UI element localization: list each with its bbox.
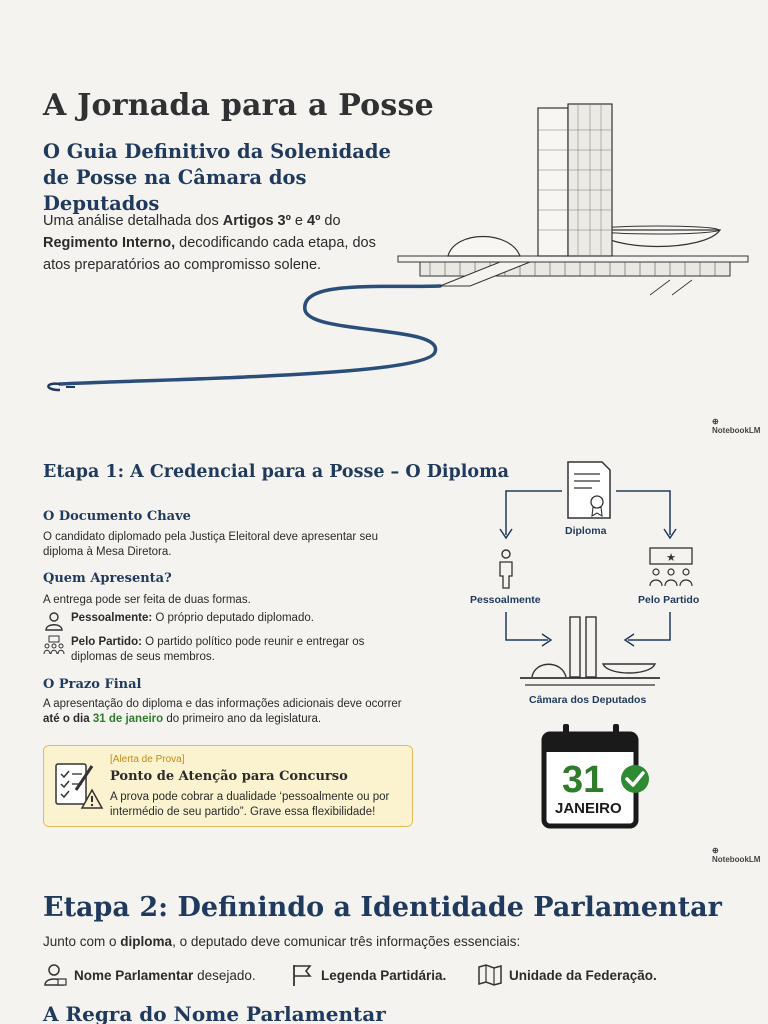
etapa2-desc-bold: diploma	[120, 934, 173, 949]
info-bold: Nome Parlamentar	[74, 967, 194, 983]
section-title-etapa2: Etapa 2: Definindo a Identidade Parlamentar	[43, 892, 722, 923]
info-bold: Unidade da Federação.	[509, 967, 657, 983]
hero-desc-bold: 4º	[307, 213, 321, 229]
prazo-text: A apresentação do diploma e das informações adicionais deve ocorrer	[43, 698, 402, 710]
prazo-bold: até o dia	[43, 713, 90, 725]
page-title: A Jornada para a Posse	[43, 88, 434, 123]
diploma-document-icon	[568, 462, 610, 518]
watermark-notebooklm: ⊕ NotebookLM	[712, 846, 761, 864]
section-title-regra-nome: A Regra do Nome Parlamentar	[43, 1002, 386, 1024]
alert-box	[43, 745, 413, 827]
text-documento-chave: O candidato diplomado pela Justiça Eleitoral deve apresentar seu diploma à Mesa Diretora.	[43, 531, 378, 558]
flow-label-diploma: Diploma	[565, 525, 607, 537]
etapa2-desc-text: Junto com o	[43, 934, 121, 949]
option-label: Pelo Partido:	[71, 636, 142, 648]
flow-label-pessoalmente: Pessoalmente	[470, 594, 541, 606]
person-icon	[500, 550, 512, 588]
watermark-text: NotebookLM	[712, 855, 761, 864]
hero-desc-bold: Artigos 3º	[222, 213, 291, 229]
section-title-etapa1: Etapa 1: A Credencial para a Posse – O Diploma	[43, 462, 509, 482]
text-quem-apresenta: A entrega pode ser feita de duas formas.	[43, 594, 251, 606]
heading-quem-apresenta: Quem Apresenta?	[43, 571, 172, 586]
svg-text:★: ★	[666, 552, 676, 564]
option-text: O próprio deputado diplomado.	[152, 612, 314, 624]
calendar-month: JANEIRO	[555, 800, 622, 817]
info-bold: Legenda Partidária.	[321, 967, 447, 983]
hero-desc-text: decodificando cada etapa, dos atos preparatórios ao compromisso solene.	[43, 235, 376, 273]
prazo-text: do primeiro ano da legislatura.	[163, 713, 322, 725]
option-text: O partido político pode reunir e entregar os diplomas de seus membros.	[71, 636, 365, 663]
option-pessoalmente	[43, 611, 314, 631]
hero-desc-text: Uma análise detalhada dos	[43, 213, 223, 229]
option-pelo-partido	[43, 635, 403, 665]
alert-title: Ponto de Atenção para Concurso	[110, 769, 348, 784]
info-legenda-partidaria	[290, 963, 446, 987]
flow-label-camara: Câmara dos Deputados	[529, 694, 647, 706]
map-icon	[478, 963, 502, 987]
heading-prazo-final: O Prazo Final	[43, 677, 142, 692]
watermark-notebooklm: ⊕ NotebookLM	[712, 417, 761, 435]
etapa2-description	[43, 934, 520, 949]
flag-icon	[290, 963, 314, 987]
hero-description	[43, 210, 403, 276]
checklist-warning-icon	[52, 760, 104, 812]
hero-desc-bold: Regimento Interno,	[43, 235, 176, 251]
person-icon	[43, 611, 65, 631]
text-prazo-final	[43, 697, 413, 727]
hero-desc-text: do	[320, 213, 341, 229]
flow-label-pelo-partido: Pelo Partido	[638, 594, 700, 606]
calendar-day: 31	[562, 759, 605, 801]
page-subtitle: O Guia Definitivo da Solenidade de Posse na Câmara dos Deputados	[43, 140, 391, 215]
option-label: Pessoalmente:	[71, 612, 153, 624]
alert-tag: [Alerta de Prova]	[110, 754, 185, 765]
info-text: desejado.	[193, 967, 256, 983]
heading-documento-chave: O Documento Chave	[43, 509, 191, 524]
camara-building-icon	[520, 617, 660, 685]
watermark-text: NotebookLM	[712, 426, 761, 435]
group-icon	[43, 635, 65, 655]
prazo-date: 31 de janeiro	[92, 713, 164, 725]
etapa2-desc-text: , o deputado deve comunicar três informações essenciais:	[172, 934, 521, 949]
info-unidade-federacao	[478, 963, 657, 987]
hero-desc-text: e	[290, 213, 308, 229]
alert-text: A prova pode cobrar a dualidade ‘pessoalmente ou por intermédio de seu partido”. Grave essa flexibilidade!	[110, 791, 390, 818]
person-id-icon	[43, 963, 67, 987]
party-group-icon	[650, 548, 692, 586]
info-nome-parlamentar	[43, 963, 256, 987]
